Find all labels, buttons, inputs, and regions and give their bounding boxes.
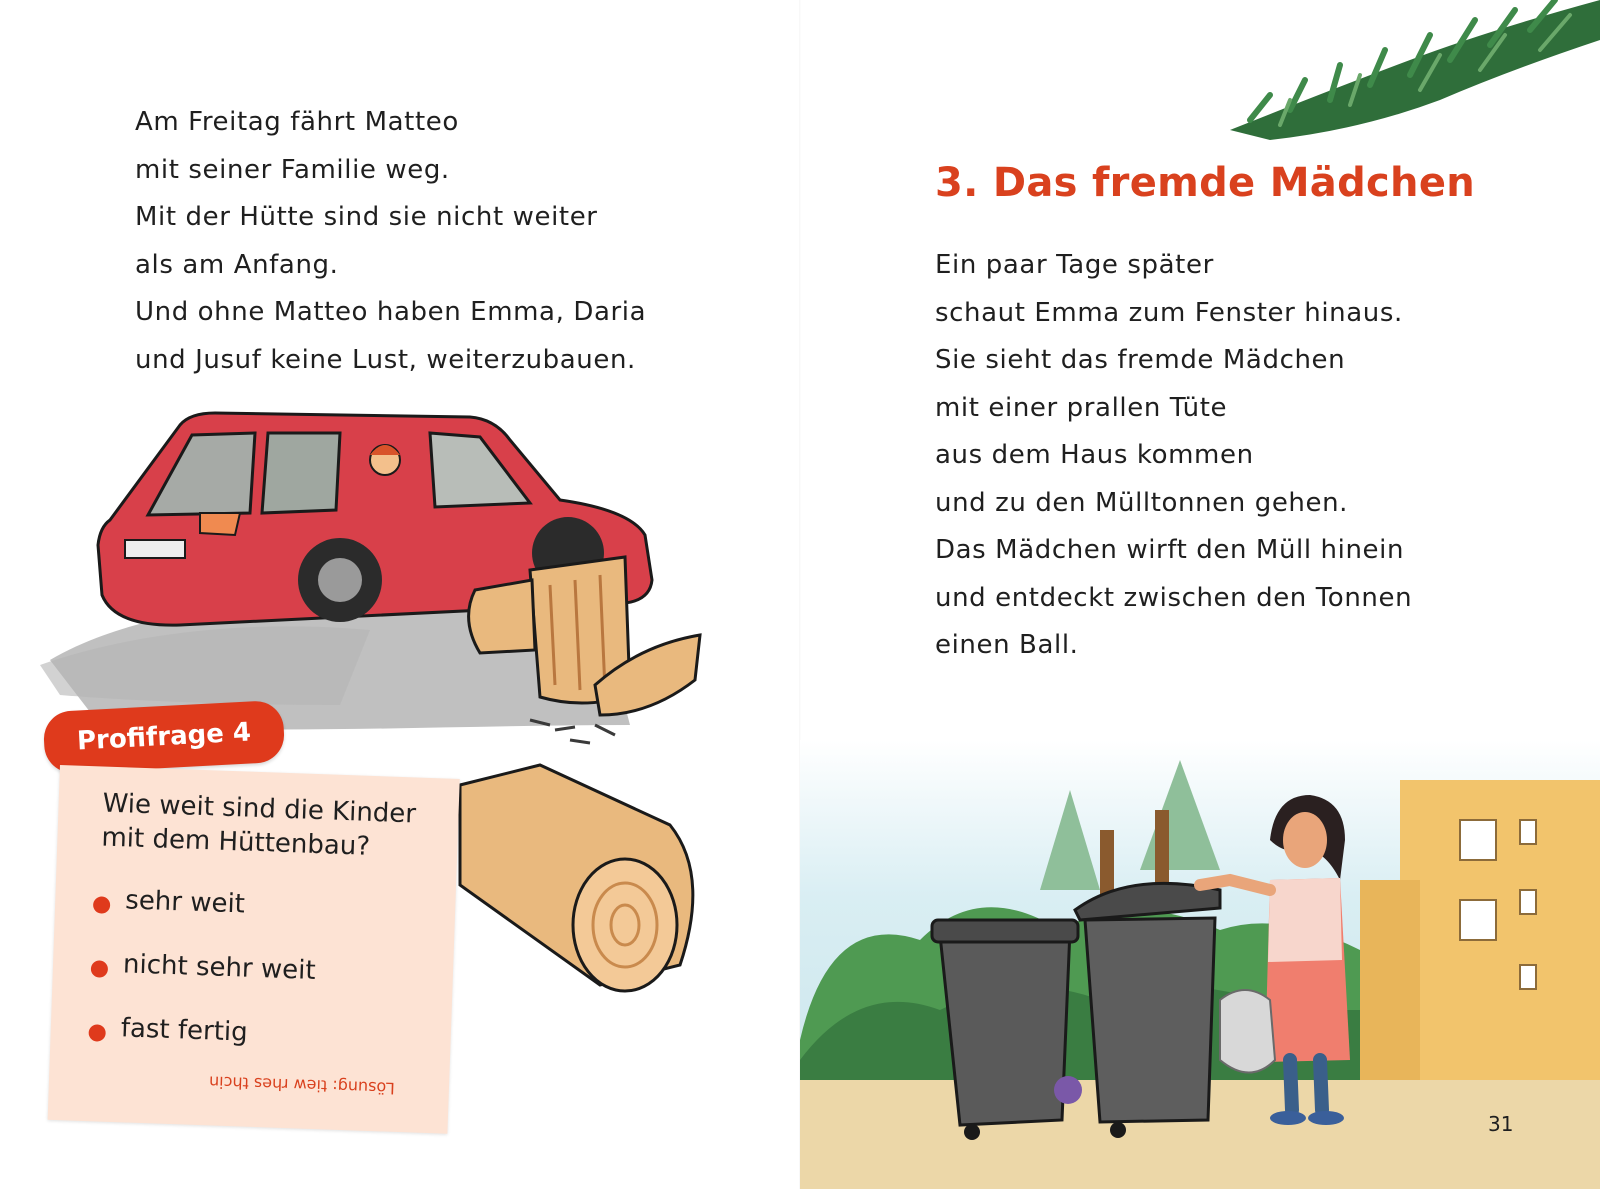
right-page [800,0,1600,1189]
bullet-dot-icon [93,896,111,914]
trash-bin-left [940,930,1070,1125]
rear-wheel-rim [318,558,362,602]
window [1460,820,1496,860]
car-side-window [262,433,340,513]
pine-branch-illustration [1210,0,1600,140]
text-line: einen Ball. [935,630,1079,660]
quiz-question [101,787,417,866]
text-line: und entdeckt zwischen den Tonnen [935,582,1413,613]
quiz-option[interactable] [87,1012,249,1076]
girl-top [1268,878,1342,962]
quiz-question-line: mit dem Hüttenbau? [100,822,371,862]
quiz-option[interactable] [89,948,317,1012]
plastic-bag [1220,990,1275,1073]
quiz-option-label: fast fertig [120,1013,249,1048]
trash-bin-left-lid [932,920,1078,942]
rear-light [200,513,240,535]
quiz-card [48,765,460,1134]
road-shadow-light [40,626,370,705]
chapter-title: 3. Das fremde Mädchen [935,160,1476,206]
quiz-option-label: sehr weit [124,885,246,920]
building [1400,780,1600,1110]
quiz-options [87,884,317,1076]
text-line: Ein paar Tage später [935,250,1214,280]
girl-face [1283,812,1327,868]
bin-wheel [964,1124,980,1140]
girl-at-trash-bins-illustration [800,740,1600,1189]
girl-shoe [1270,1111,1306,1125]
trash-bin-right [1085,918,1215,1122]
profifrage-label: Profifrage 4 [76,717,252,757]
window [1520,820,1536,844]
text-line: und Jusuf keine Lust, weiterzubauen. [135,344,636,375]
quiz-question-line: Wie weit sind die Kinder [102,788,417,830]
page-number: 31 [1488,1112,1514,1136]
quiz-option-label: nicht sehr weit [122,949,317,987]
text-line: Am Freitag fährt Matteo [135,107,459,137]
text-line: mit einer prallen Tüte [935,392,1228,423]
text-line: Und ohne Matteo haben Emma, Daria [135,297,647,327]
left-page-text [135,99,646,384]
text-line: aus dem Haus kommen [935,440,1254,470]
profifrage-tag [43,700,286,774]
text-line: als am Anfang. [135,249,339,280]
window [1520,890,1536,914]
ball [1054,1076,1082,1104]
text-line: mit seiner Familie weg. [135,154,450,185]
quiz-solution-upside-down: Lösung: tiew rhes thcin [208,1072,396,1098]
quiz-option[interactable] [92,884,246,948]
building-side [1360,880,1420,1110]
big-log-end [573,859,677,991]
girl-shoe [1308,1111,1344,1125]
text-line: und zu den Mülltonnen gehen. [935,487,1349,518]
window [1520,965,1536,989]
bullet-dot-icon [88,1024,106,1042]
text-line: Mit der Hütte sind sie nicht weiter [135,202,598,232]
text-line: Sie sieht das fremde Mädchen [935,345,1346,375]
small-log [469,580,535,653]
bullet-dot-icon [91,960,109,978]
text-line: schaut Emma zum Fenster hinaus. [935,297,1403,328]
window [1460,900,1496,940]
right-page-text [935,242,1412,670]
license-plate [125,540,185,558]
bin-wheel [1110,1122,1126,1138]
text-line: Das Mädchen wirft den Müll hinein [935,535,1405,565]
